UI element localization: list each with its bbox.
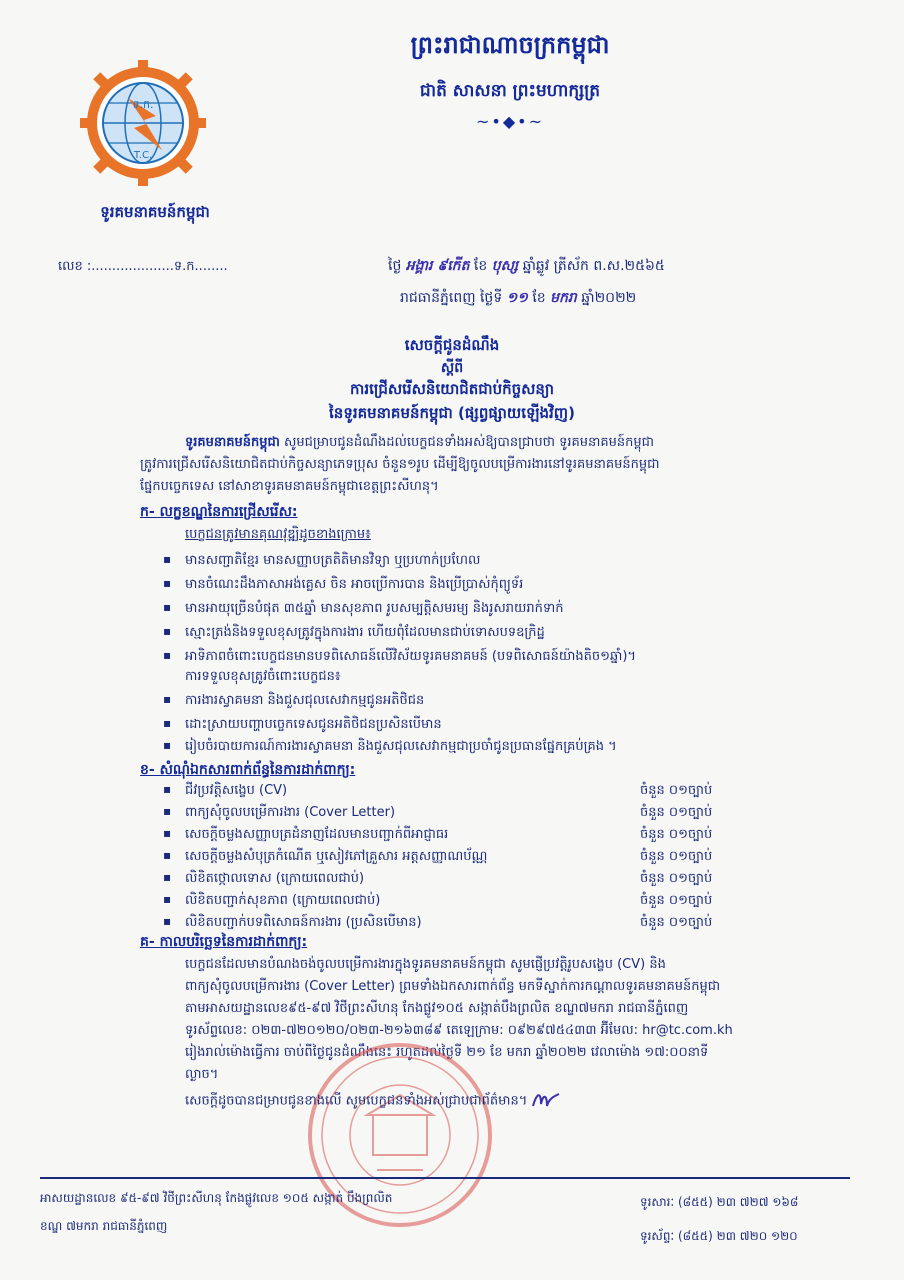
intro-line-2: ត្រូវការជ្រើសរើសនិយោជិតជាប់កិច្ចសន្យាភេទប្រុស ចំនួន១រូប ដើម្បីឱ្យចូលបម្រើការងារនៅទូរគមនាគមន៍កម្ពុជា <box>140 457 660 472</box>
footer-fax: ទូរសារៈ (៨៥៥) ២៣ ៧២៧ ១៦៨ <box>640 1195 799 1209</box>
intro-line-1 <box>140 432 780 454</box>
lunar-date-prefix: ថ្ងៃ <box>388 258 402 274</box>
application-line: ល្ងាច។ <box>185 1067 219 1082</box>
intro-org-name: ទូរគមនាគមន៍កម្ពុជា <box>185 435 280 450</box>
qualification-item: ▪ អាទិភាពចំពោះបេក្ខជនមានបទពិសោធន៍លើវិស័យទូរគមនាគមន៍ (បទពិសោធន៍យ៉ាងតិច១ឆ្នាំ)។ <box>185 648 636 667</box>
qualification-item: ▪ មានសញ្ជាតិខ្មែរ មានសញ្ញាបត្រតិតិមានវិទ្យា ឬប្រហាក់ប្រហែល <box>185 552 480 571</box>
ornament-divider: ~•◆•~ <box>476 112 544 131</box>
application-line: បេក្ខជនដែលមានបំណងចង់ចូលបម្រើការងារក្នុងទូរគមនាគមន៍កម្ពុជា សូមផ្ញើប្រវត្តិរូបសង្ខេប (CV) និង <box>185 957 666 972</box>
responsibilities-subheading: ការទទួលខុសត្រូវចំពោះបេក្ខជន៖ <box>185 669 341 684</box>
notice-subject-label: ស្តីពី <box>440 360 464 376</box>
solar-date <box>400 288 790 309</box>
notice-title: សេចក្តីជូនដំណឹង <box>404 336 500 354</box>
section-c-heading: គ- កាលបរិច្ឆេទនៃការដាក់ពាក្យ: <box>140 934 308 950</box>
application-line: ពាក្យសុំចូលបម្រើការងារ (Cover Letter) ព្រមទាំងឯកសារពាក់ព័ន្ធ មកទីស្នាក់ការកណ្តាលទូរគមនាគមន៍កម្ពុជា <box>185 979 721 994</box>
notice-subject-org: នៃទូរគមនាគមន៍កម្ពុជា (ផ្សព្វផ្សាយឡើងវិញ) <box>329 404 575 422</box>
solar-month-label: ខែ <box>532 290 546 306</box>
solar-date-year: ឆ្នាំ២០២២ <box>581 290 637 306</box>
document-count: ចំនួន ០១ច្បាប់ <box>640 849 713 864</box>
responsibility-item: ▪ រៀបចំរបាយការណ៍ការងារស្វាគមនា និងជួសជុលសេវាកម្មជាប្រចាំជូនប្រធានផ្នែកគ្រប់គ្រង ។ <box>185 738 617 757</box>
lunar-date <box>388 256 788 277</box>
signature-icon <box>531 1090 561 1112</box>
solar-date-prefix: រាជធានីភ្នំពេញ ថ្ងៃទី <box>400 290 503 306</box>
organization-name: ទូរគមនាគមន៍កម្ពុជា <box>100 203 210 221</box>
application-line: រៀងរាល់ម៉ោងធ្វើការ ចាប់ពីថ្ងៃជូនដំណឹងនេះ រហូតដល់ថ្ងៃទី ២១ ខែ មករា ឆ្នាំ២០២២ វេលាម៉ោង ១៧:០០នាទី <box>185 1045 709 1060</box>
closing-sentence <box>185 1090 745 1112</box>
kingdom-heading: ព្រះរាជាណាចក្រកម្ពុជា <box>410 31 610 59</box>
document-item: ▪ សេចក្តីចម្លងសំបុត្រកំណើត ឬសៀវភៅគ្រួសារ អត្តសញ្ញាណប័ណ្ណ <box>185 848 487 867</box>
responsibility-item: ▪ ការងារស្វាគមនា និងជួសជុលសេវាកម្មជូនអតិថិជន <box>185 692 424 711</box>
intro-line-3: ផ្នែកបច្ចេកទេស នៅសាខាទូរគមនាគមន៍កម្ពុជាខេត្តព្រះសីហនុ។ <box>140 479 439 494</box>
qualification-item: ▪ ស្មោះត្រង់និងទទួលខុសត្រូវក្នុងការងារ ហើយពុំដែលមានជាប់ទោសបទឧក្រិដ្ឋ <box>185 624 545 643</box>
reference-number: លេខ :....................ទ.ក........ <box>58 259 228 274</box>
application-line: ទូរស័ព្ទលេខ: ០២៣-៧២០១២០/០២៣-២១៦៣៨៩ តេឡេក្រាម: ០៩២៩៧៥៤៣៣ អ៊ីមែល: hr@tc.com.kh <box>185 1023 733 1038</box>
footer-address-2: ខណ្ឌ ៧មករា រាជធានីភ្នំពេញ <box>40 1219 168 1233</box>
document-count: ចំនួន ០១ច្បាប់ <box>640 805 713 820</box>
lunar-date-month: បុស្ស <box>491 258 519 274</box>
section-b-heading: ខ- សំណុំឯកសារពាក់ព័ន្ធនៃការដាក់ពាក្យ: <box>140 762 356 778</box>
document-item: ▪ ជីវប្រវត្តិសង្ខេប (CV) <box>185 782 287 801</box>
document-count: ចំនួន ០១ច្បាប់ <box>640 893 713 908</box>
section-a-heading: ក- លក្ខខណ្ឌនៃការជ្រើសរើស: <box>140 504 298 520</box>
application-line: តាមអាសយដ្ឋានលេខ៩៥-៩៧ វិថីព្រះសីហនុ កែងផ្លូវ១០៥ សង្កាត់បឹងព្រលិត ខណ្ឌ៧មករា រាជធានីភ្នំពេញ <box>185 1001 689 1016</box>
document-item: ▪ លិខិតបញ្ជាក់សុខភាព (ក្រោយពេលជាប់) <box>185 892 380 911</box>
solar-date-day: ១១ <box>506 290 528 306</box>
closing-text: សេចក្តីដូចបានជម្រាបជូនខាងលើ សូមបេក្ខជនទាំងអស់ជ្រាបជាព័ត៌មាន។ <box>185 1093 528 1109</box>
notice-subject: ការជ្រើសរើសនិយោជិតជាប់កិច្ចសន្យា <box>350 380 554 398</box>
lunar-date-day: អង្គារ ៩កើត <box>405 258 470 274</box>
section-a-subheading: បេក្ខជនត្រូវមានគុណវុឌ្ឍិដូចខាងក្រោម៖ <box>185 527 371 542</box>
footer-address-1: អាសយដ្ឋានលេខ ៩៥-៩៧ វិថីព្រះសីហនុ កែងផ្លូវលេខ ១០៥ សង្កាត់ បឹងព្រលិត <box>40 1191 393 1205</box>
document-item: ▪ សេចក្តីចម្លងសញ្ញាបត្រដំនាញដែលមានបញ្ជាក់ពីអាជ្ញាធរ <box>185 826 448 845</box>
footer-phone: ទូរស័ព្ទៈ (៨៥៥) ២៣ ៧២០ ១២០ <box>640 1229 798 1243</box>
national-motto: ជាតិ សាសនា ព្រះមហាក្សត្រ <box>419 81 601 101</box>
solar-date-month: មករា <box>550 290 577 306</box>
lunar-date-year: ឆ្នាំឆ្លូវ ត្រីស័ក ព.ស.២៥៦៥ <box>522 258 665 274</box>
responsibility-item: ▪ ដោះស្រាយបញ្ហាបច្ចេកទេសជូនអតិថិជនប្រសិនបើមាន <box>185 716 442 735</box>
tc-logo-icon <box>78 58 208 188</box>
svg-text:T.C.: T.C. <box>133 150 153 161</box>
document-count: ចំនួន ០១ច្បាប់ <box>640 783 713 798</box>
intro-line-1-text: សូមជម្រាបជូនដំណឹងដល់បេក្ខជនទាំងអស់ឱ្យបានជ្រាបថា ទូរគមនាគមន៍កម្ពុជា <box>279 435 654 450</box>
document-item: ▪ ពាក្យសុំចូលបម្រើការងារ (Cover Letter) <box>185 804 395 823</box>
svg-text:ទ.ក.: ទ.ក. <box>132 98 154 111</box>
lunar-month-label: ខែ <box>473 258 488 274</box>
intro-paragraph <box>140 432 780 498</box>
document-count: ចំនួន ០១ច្បាប់ <box>640 827 713 842</box>
document-count: ចំនួន ០១ច្បាប់ <box>640 871 713 886</box>
document-count: ចំនួន ០១ច្បាប់ <box>640 915 713 930</box>
document-item: ▪ លិខិតបញ្ជាក់បទពិសោធន៍ការងារ (ប្រសិនបើមាន) <box>185 914 422 933</box>
footer-divider <box>40 1177 850 1179</box>
qualification-item: ▪ មានអាយុច្រើនបំផុត ៣៥ឆ្នាំ មានសុខភាព រូបសម្បត្តិសមរម្យ និងរូសរាយរាក់ទាក់ <box>185 600 564 619</box>
document-item: ▪ លិខិតថ្កោលទោស (ក្រោយពេលជាប់) <box>185 870 364 889</box>
qualification-item: ▪ មានចំណេះដឹងភាសាអង់គ្លេស ចិន អាចប្រើការបាន និងប្រើប្រាស់កុំព្យូទ័រ <box>185 576 523 595</box>
